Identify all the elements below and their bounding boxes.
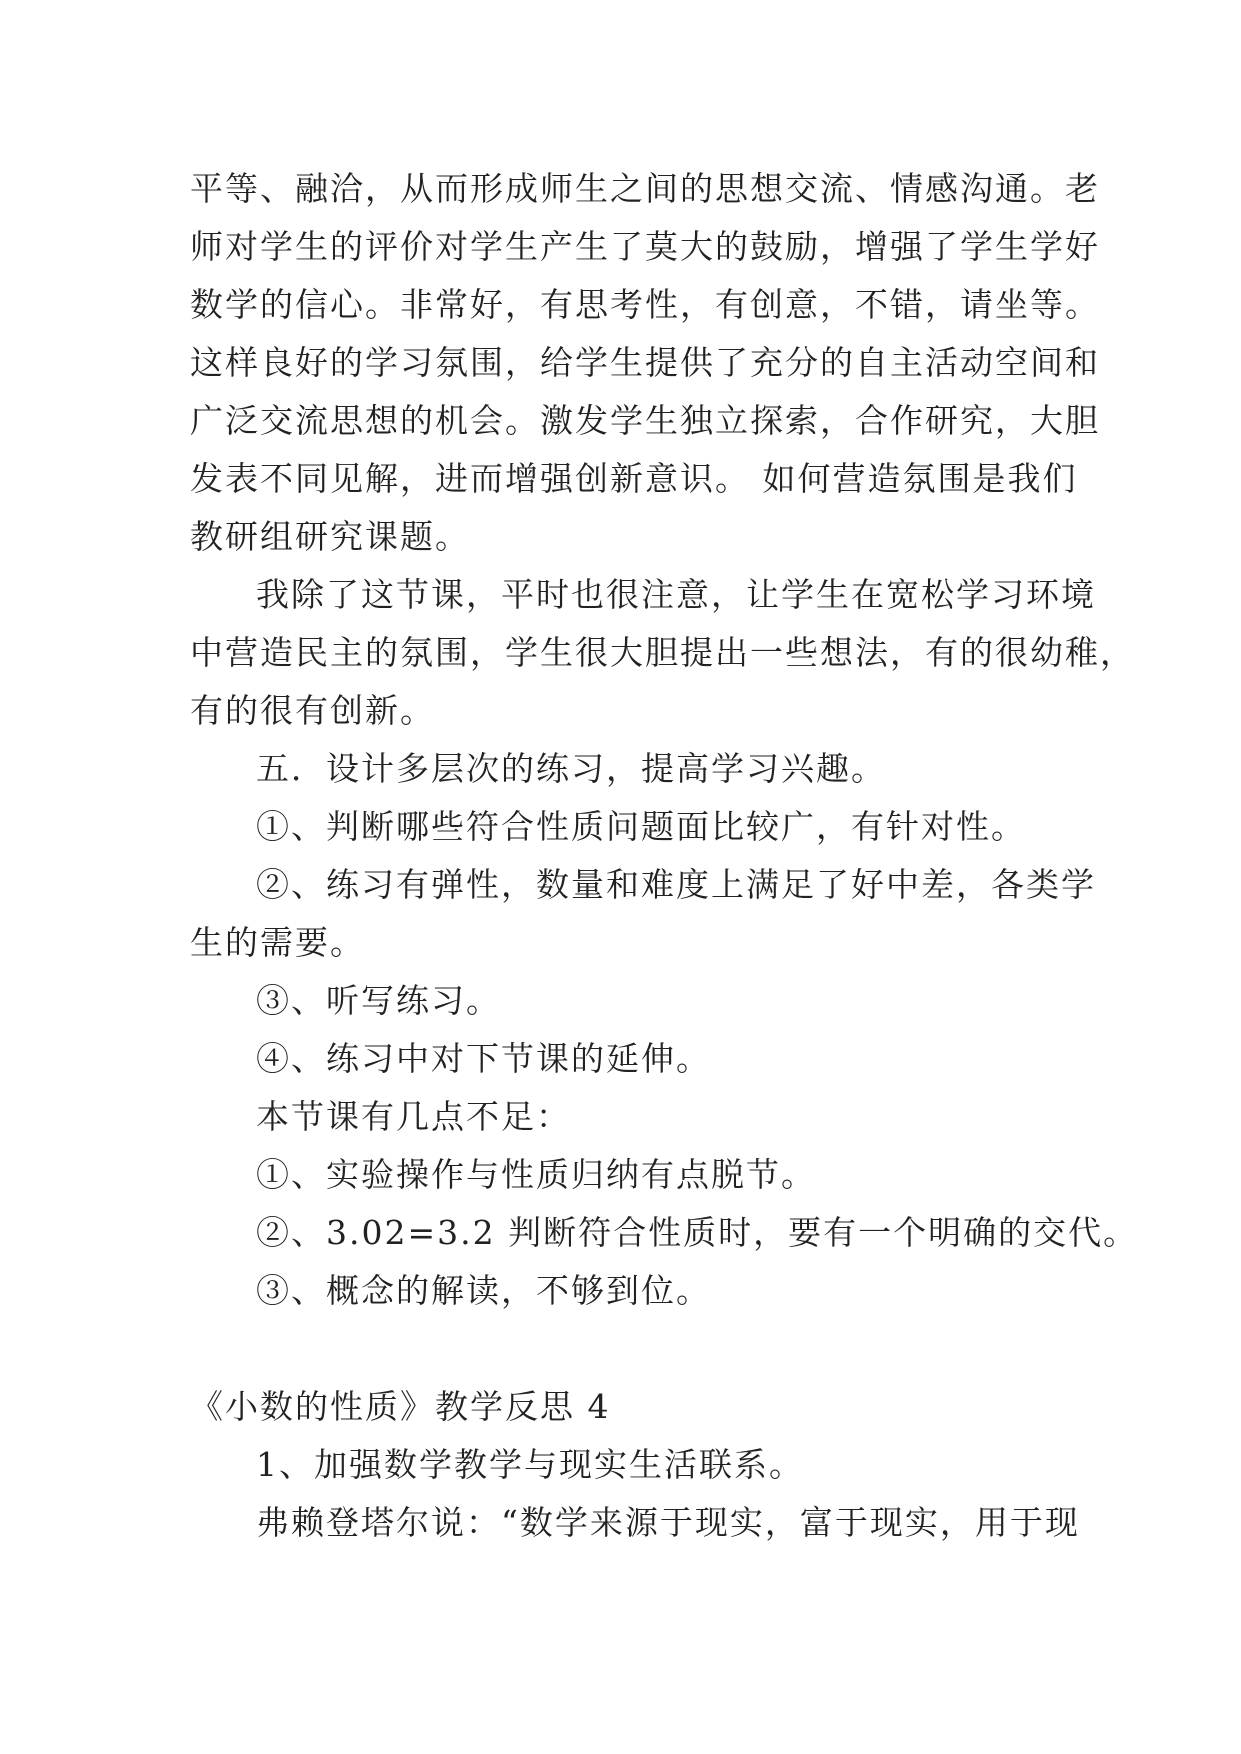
section-heading: 《小数的性质》教学反思 4 — [190, 1387, 611, 1426]
text-line: 师对学生的评价对学生产生了莫大的鼓励，增强了学生学好 — [190, 227, 1100, 266]
text-line: 1、加强数学教学与现实生活联系。 — [256, 1445, 804, 1484]
list-item: ②、练习有弹性，数量和难度上满足了好中差，各类学 — [256, 865, 1096, 904]
list-item: ③、听写练习。 — [256, 981, 501, 1020]
section-title: 五．设计多层次的练习，提高学习兴趣。 — [256, 749, 886, 788]
text-line: 有的很有创新。 — [190, 691, 435, 730]
section-title: 本节课有几点不足： — [256, 1097, 571, 1136]
list-item: ④、练习中对下节课的延伸。 — [256, 1039, 711, 1078]
list-item: ③、概念的解读，不够到位。 — [256, 1271, 711, 1310]
text-line: 弗赖登塔尔说：“数学来源于现实，富于现实，用于现 — [256, 1503, 1080, 1542]
list-item: ①、判断哪些符合性质问题面比较广，有针对性。 — [256, 807, 1026, 846]
text-line: 这样良好的学习氛围，给学生提供了充分的自主活动空间和 — [190, 343, 1100, 382]
text-line: 广泛交流思想的机会。激发学生独立探索，合作研究，大胆 — [190, 401, 1100, 440]
text-line: 数学的信心。非常好，有思考性，有创意，不错，请坐等。 — [190, 285, 1100, 324]
section-five — [190, 740, 1096, 1088]
text-line: 平等、融洽，从而形成师生之间的思想交流、情感沟通。老 — [190, 169, 1100, 208]
paragraph-classroom-atmosphere — [190, 160, 1100, 566]
text-line: 教研组研究课题。 — [190, 517, 470, 556]
list-item-continuation: 生的需要。 — [190, 923, 365, 962]
text-line: 我除了这节课，平时也很注意，让学生在宽松学习环境 — [256, 575, 1096, 614]
text-line: 发表不同见解，进而增强创新意识。 如何营造氛围是我们 — [190, 459, 1078, 498]
list-item: ②、3.02=3.2 判断符合性质时，要有一个明确的交代。 — [256, 1213, 1139, 1252]
list-item: ①、实验操作与性质归纳有点脱节。 — [256, 1155, 816, 1194]
paragraph-democratic-atmosphere — [190, 566, 1135, 740]
text-line: 中营造民主的氛围，学生很大胆提出一些想法，有的很幼稚， — [190, 633, 1135, 672]
document-body — [190, 160, 1139, 1552]
shortcomings-section — [190, 1088, 1139, 1320]
section-reflection-4 — [190, 1378, 1080, 1552]
